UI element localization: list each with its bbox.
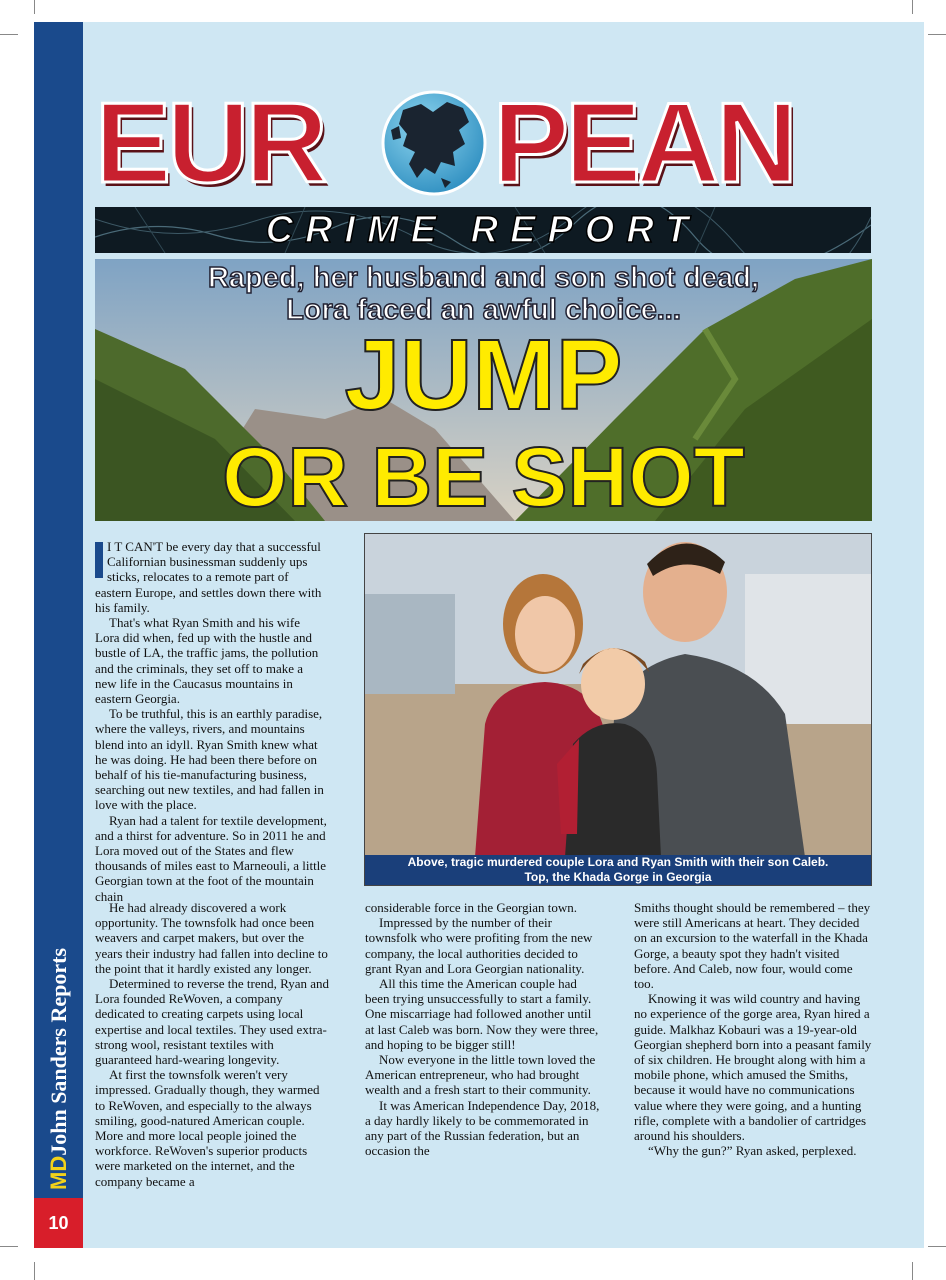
article-paragraph: I T CAN'T be every day that a successful Californian businessman suddenly ups sticks, relocates to a remote part of eastern Europe, and settles down there with his family. xyxy=(95,539,322,615)
article-paragraph: Determined to reverse the trend, Ryan and Lora founded ReWoven, a company dedicated to creating carpets using local expertise and local textiles. They used extra-strong wool, resistant textiles with guaranteed hard-wearing longevity. xyxy=(95,976,330,1068)
spine-name: John Sanders Reports xyxy=(46,947,71,1156)
crop-mark xyxy=(928,1246,946,1247)
masthead-right: PEAN xyxy=(493,80,794,207)
article-paragraph: Now everyone in the little town loved the American entrepreneur, who had brought wealth and a fresh start to their community. xyxy=(365,1052,596,1098)
crop-mark xyxy=(0,34,18,35)
article-paragraph: To be truthful, this is an earthly paradise, where the valleys, rivers, and mountains blend into an idyll. Ryan Smith knew what he was doing. He had been there before on behalf of his tie-manufacturing business, searching out new textiles, and had fallen in love with the place. xyxy=(95,706,324,813)
crop-mark xyxy=(34,0,35,14)
crop-mark xyxy=(34,1262,35,1280)
crime-report-title: CRIME REPORT xyxy=(265,209,701,251)
md-logo: MD xyxy=(46,1155,71,1190)
deck xyxy=(95,262,872,326)
caption-line-2: Top, the Khada Gorge in Georgia xyxy=(524,870,712,884)
headline-line-1: JUMP xyxy=(344,319,623,431)
drop-cap xyxy=(95,542,103,578)
article-paragraph: It was American Independence Day, 2018, a day hardly likely to be commemorated in any part of the Russian federation, but an occasion the xyxy=(365,1097,600,1159)
page-number: 10 xyxy=(34,1198,83,1248)
crime-report-bar xyxy=(95,207,871,253)
deck-line-2: Lora faced an awful choice... xyxy=(286,294,681,326)
crop-mark xyxy=(0,1246,18,1247)
article-paragraph: “Why the gun?” Ryan asked, perplexed. xyxy=(648,1143,857,1159)
masthead-left: EUR xyxy=(95,80,324,207)
article-paragraph: All this time the American couple had been trying unsuccessfully to start a family. One miscarriage had followed another until at last Caleb was born. Now they were three, and hoping to be bigger still! xyxy=(365,976,599,1052)
gorge-hero-image xyxy=(95,259,872,521)
article-paragraph: Knowing it was wild country and having no experience of the gorge area, Ryan hired a guide. Malkhaz Kobauri was a 19-year-old Georgian shepherd born into a peasant family of six children. He brought along with him a mobile phone, which amused the Smiths, because it would have no communications value where they were going, and a hunting rifle, complete with a bandolier of cartridges around his shoulders. xyxy=(634,991,872,1144)
article-paragraph: Impressed by the number of their townsfolk who were profiting from the new company, the local authorities decided to grant Ryan and Lora Georgian nationality. xyxy=(365,915,593,976)
photo-caption xyxy=(365,855,871,885)
article-paragraph: Ryan had a talent for textile development, and a thirst for adventure. So in 2011 he and Lora moved out of the States and flew thousands of miles east to Marneouli, a little Georgian town at the foot of the mountain chain xyxy=(95,812,327,904)
deck-line-1: Raped, her husband and son shot dead, xyxy=(207,262,760,294)
masthead xyxy=(95,80,875,207)
article-paragraph: He had already discovered a work opportunity. The townsfolk had once been weavers and carpet makers, but over the years their industry had fallen into decline to the point that it hardly existed any longer. xyxy=(95,900,328,976)
article-paragraph: Smiths thought should be remembered – they were still Americans at heart. They decided on an excursion to the waterfall in the Khada Gorge, a beauty spot they hadn't visited before. And Caleb, now four, would come too. xyxy=(634,900,871,992)
crop-mark xyxy=(912,0,913,14)
family-photo xyxy=(364,533,872,886)
crop-mark xyxy=(928,34,946,35)
family-photo-image xyxy=(365,534,872,857)
headline-line-2: OR BE SHOT xyxy=(222,430,745,521)
crop-mark xyxy=(912,1262,913,1280)
article-column-1-top xyxy=(95,539,327,904)
spine-label xyxy=(46,948,72,1190)
europe-globe-icon xyxy=(381,90,487,196)
caption-line-1: Above, tragic murdered couple Lora and Ryan Smith with their son Caleb. xyxy=(407,855,829,869)
article-column-2 xyxy=(365,900,603,1158)
article-paragraph: That's what Ryan Smith and his wife Lora did when, fed up with the hustle and bustle of LA, the traffic jams, the pollution and the criminals, they set off to make a new life in the Caucasus mountains in eastern Georgia. xyxy=(95,615,319,707)
article-paragraph: At first the townsfolk weren't very impressed. Gradually though, they warmed to ReWoven, and especially to the always smiling, good-natured American couple. More and more local people joined the workforce. ReWoven's superior products were marketed on the internet, and the company became a xyxy=(95,1067,320,1189)
article-column-1-bottom xyxy=(95,900,331,1189)
article-paragraph: considerable force in the Georgian town. xyxy=(365,900,578,915)
article-column-3 xyxy=(634,900,872,1158)
